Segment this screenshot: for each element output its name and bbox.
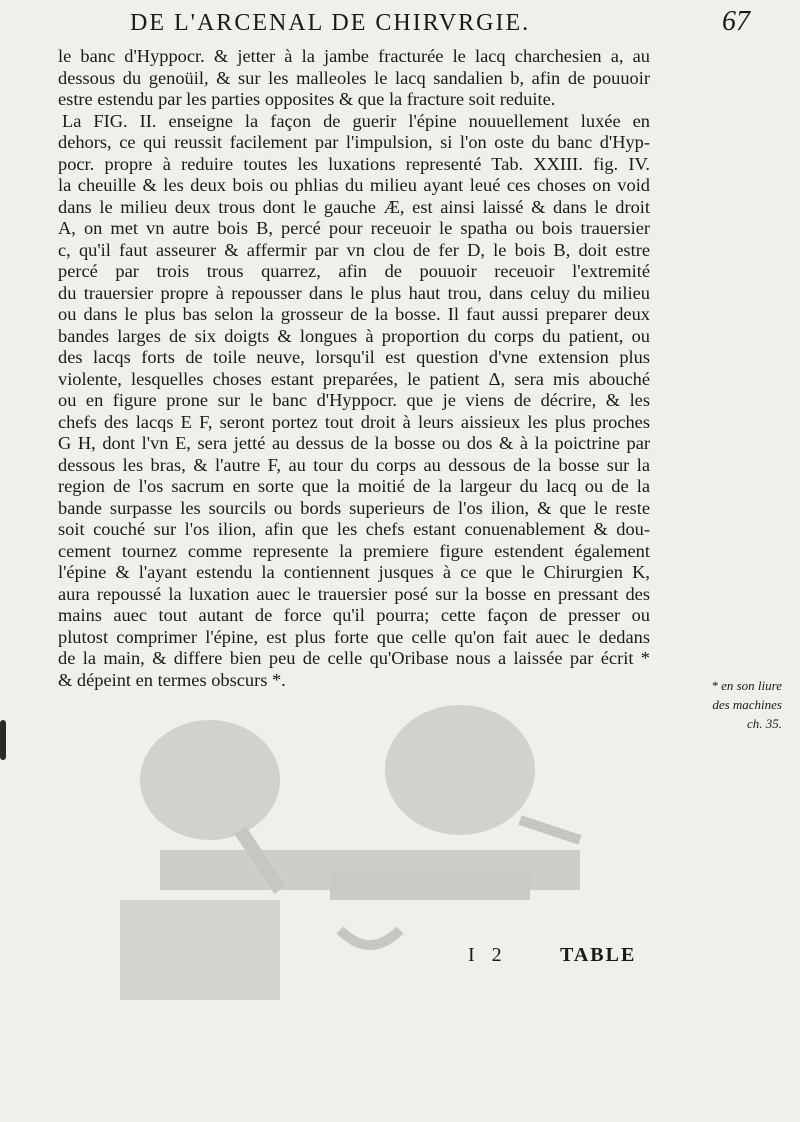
- page-number: 67: [722, 6, 750, 37]
- text-line: chefs des lacqs E F, seront portez tout droit à leurs aissieux les plus proches: [58, 411, 650, 432]
- text-line: le banc d'Hyppocr. & jetter à la jambe fracturée le lacq charchesien a, au: [58, 46, 650, 66]
- text-line: violente, lesquelles choses estant preparées, le patient Δ, sera mis abouché: [58, 368, 650, 389]
- margin-note: [652, 676, 782, 733]
- text-line: bande surpasse les sourcils ou bords superieurs de l'os ilion, & que le reste: [58, 497, 650, 518]
- text-line: pocr. propre à reduire toutes les luxations representé Tab. XXIII. fig. IV.: [58, 153, 650, 174]
- text-line: ou en figure prone sur le banc d'Hyppocr. que je viens de décrire, & les: [58, 390, 650, 410]
- text-line: dessous du genoüil, & sur les malleoles le lacq sandalien b, afin de pouuoir: [58, 67, 650, 88]
- signature-mark: I 2: [468, 944, 508, 966]
- text-line: soit couché sur l'os ilion, afin que les chefs estant conuenablement & dou-: [58, 519, 650, 539]
- text-line: La FIG. II. enseigne la façon de guerir l'épine nouuellement luxée en: [62, 110, 650, 131]
- text-line: & dépeint en termes obscurs *.: [58, 669, 286, 690]
- text-line: bandes larges de six doigts & longues à proportion du corps du patient, ou: [58, 325, 650, 346]
- text-line: dessous les bras, & l'autre F, au tour du corps au dessous de la bosse sur la: [58, 454, 650, 475]
- text-line: la cheuille & les deux bois ou phlias du milieu ayant leué ces choses on void: [58, 175, 650, 195]
- text-line: des lacqs forts de toile neuve, lorsqu'il est question d'vne extension plus: [58, 347, 650, 367]
- catchword: TABLE: [560, 944, 637, 966]
- running-head: [0, 2, 800, 46]
- text-line: dans le milieu deux trous dont le gauche Æ, est ainsi laissé & dans le droit: [58, 196, 650, 217]
- text-line: l'épine & l'ayant estendu la contiennent jusques à ce que le Chirurgien K,: [58, 562, 650, 582]
- text-line: de la main, & differe bien peu de celle qu'Oribase nous a laissée par écrit *: [58, 648, 650, 668]
- page-footer: [460, 944, 650, 974]
- body-text: [58, 46, 650, 691]
- margin-note-line: * en son liure: [711, 678, 782, 693]
- text-line: estre estendu par les parties opposites & que la fracture soit reduite.: [58, 89, 556, 109]
- running-head-title: DE L'ARCENAL DE CHIRVRGIE.: [130, 10, 531, 36]
- page-edge-mark: [0, 720, 6, 760]
- text-line: percé par trois trous quarrez, afin de pouuoir receuoir l'extremité: [58, 261, 650, 281]
- margin-note-line: des machines: [712, 697, 782, 712]
- text-line: region de l'os sacrum en sorte que la moitié de la largeur du lacq ou de la: [58, 476, 650, 496]
- text-line: cement tournez comme represente la premiere figure estendent également: [58, 540, 650, 561]
- text-line: mains auec tout autant de force qu'il pourra; cette façon de presser ou: [58, 605, 650, 625]
- text-line: A, on met vn autre bois B, percé pour receuoir le spatha ou bois trauersier: [58, 218, 650, 238]
- text-line: c, qu'il faut asseurer & affermir par vn clou de fer D, le bois B, doit estre: [58, 239, 650, 260]
- margin-note-line: ch. 35.: [746, 716, 782, 731]
- text-line: aura repoussé la luxation auec le trauersier posé sur la bosse en pressant des: [58, 583, 650, 604]
- text-line: dehors, ce qui reussit facilement par l'impulsion, si l'on oste du banc d'Hyp-: [58, 132, 650, 152]
- text-line: plutost comprimer l'épine, est plus forte que celle qu'on fait auec le dedans: [58, 626, 650, 647]
- text-line: du trauersier propre à repousser dans le plus haut trou, dans celuy du milieu: [58, 282, 650, 303]
- text-line: ou dans le plus bas selon la grosseur de la bosse. Il faut aussi preparer deux: [58, 304, 650, 324]
- text-line: G H, dont l'vn E, sera jetté au dessus de la bosse ou dos & à la poictrine par: [58, 433, 650, 453]
